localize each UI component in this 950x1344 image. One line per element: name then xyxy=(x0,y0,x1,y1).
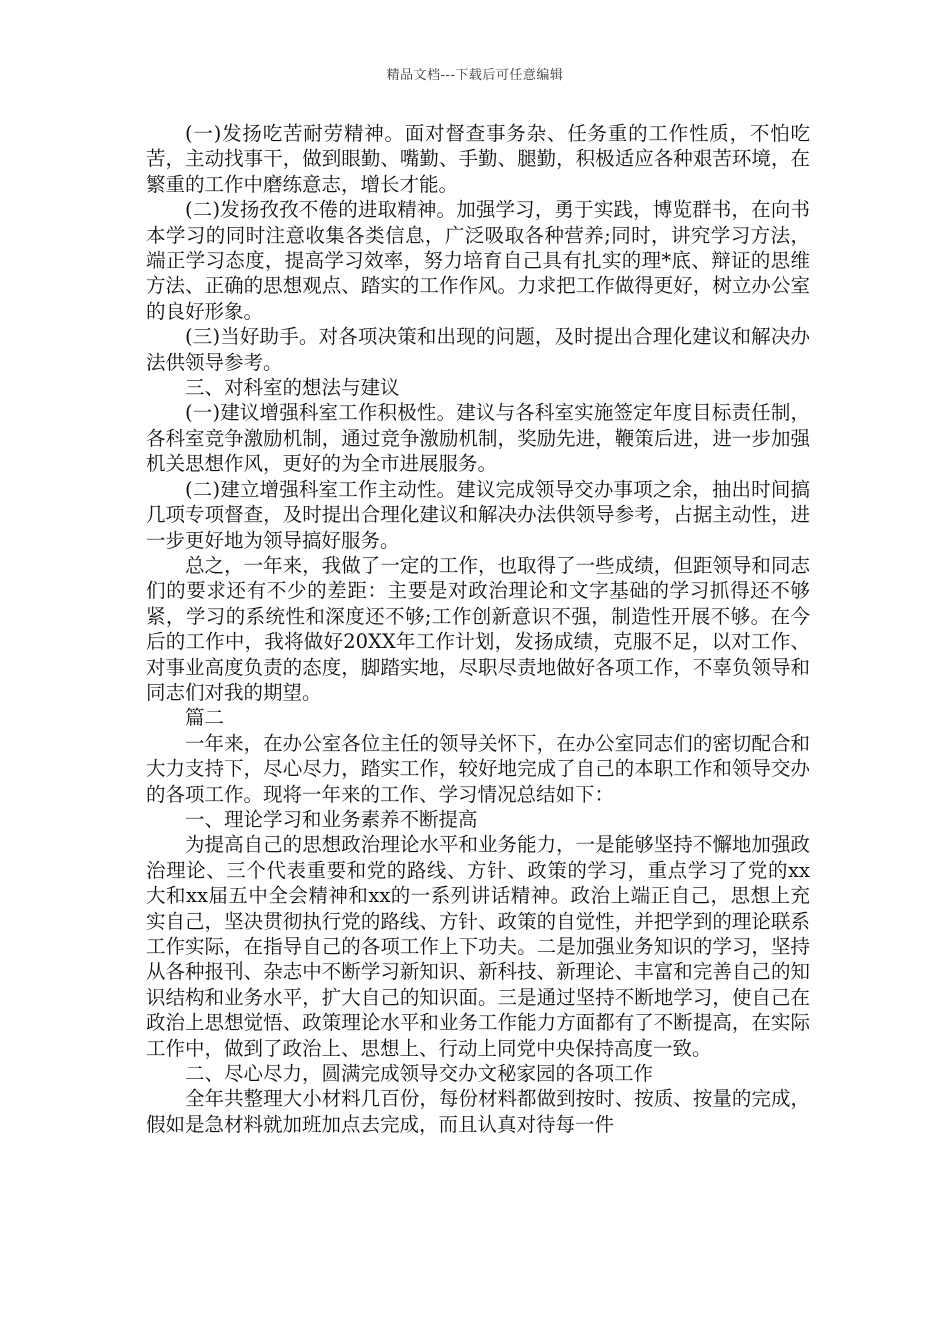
section-heading-suggestions: 三、对科室的想法与建议 xyxy=(185,376,400,400)
paragraph-theory: 为提高自己的思想政治理论水平和业务能力，一是能够坚持不懈地加强政治理论、三个代表重要和党的路线、方针、政策的学习，重点学习了党的xx大和xx届五中全会精神和xx的一系列讲话精神。政治上端正自己，思想上充实自己，坚决贯彻执行党的路线、方针、政策的自觉性，并把学到的理论联系工作实际，在指导自己的各项工作上下功夫。二是加强业务知识的学习，坚持从各种报刊、杂志中不断学习新知识、新科技、新理论、丰富和完善自己的知识结构和业务水平，扩大自己的知识面。三是通过坚持不断地学习，使自己在政治上思想觉悟、政策理论水平和业务工作能力方面都有了不断提高，在实际工作中，做到了政治上、思想上、行动上同党中央保持高度一致。 xyxy=(146,833,810,1060)
document-body xyxy=(146,121,810,1137)
section-heading-tasks: 二、尽心尽力，圆满完成领导交办文秘家园的各项工作 xyxy=(185,1062,654,1086)
page-header: 精品文档---下载后可任意编辑 xyxy=(386,68,564,83)
paragraph-suggestion-2: (二)建立增强科室工作主动性。建议完成领导交办事项之余，抽出时间搞几项专项督查，及时提出合理化建议和解决办法供领导参考，占据主动性，进一步更好地为领导搞好服务。 xyxy=(146,477,810,552)
paragraph-conclusion: 总之，一年来，我做了一定的工作，也取得了一些成绩，但距领导和同志们的要求还有不少的差距：主要是对政治理论和文字基础的学习抓得还不够紧，学习的系统性和深度还不够;工作创新意识不强，制造性开展不够。在今后的工作中，我将做好20XX年工作计划，发扬成绩，克服不足，以对工作、对事业高度负责的态度，脚踏实地，尽职尽责地做好各项工作，不辜负领导和同志们对我的期望。 xyxy=(146,553,810,704)
section-heading-part-two: 篇二 xyxy=(185,706,225,730)
paragraph-materials: 全年共整理大小材料几百份，每份材料都做到按时、按质、按量的完成，假如是急材料就加班加点去完成，而且认真对待每一件 xyxy=(146,1087,810,1136)
section-heading-theory: 一、理论学习和业务素养不断提高 xyxy=(185,807,478,831)
paragraph-suggestion-1: (一)建议增强科室工作积极性。建议与各科室实施签定年度目标责任制，各科室竞争激励机制，通过竞争激励机制，奖励先进，鞭策后进，进一步加强机关思想作风，更好的为全市进展服务。 xyxy=(146,401,810,476)
paragraph-spirit-hardwork: (一)发扬吃苦耐劳精神。面对督查事务杂、任务重的工作性质，不怕吃苦，主动找事干，做到眼勤、嘴勤、手勤、腿勤，积极适应各种艰苦环境，在繁重的工作中磨练意志，增长才能。 xyxy=(146,122,810,196)
paragraph-assistant: (三)当好助手。对各项决策和出现的问题，及时提出合理化建议和解决办法供领导参考。 xyxy=(146,325,810,374)
paragraph-spirit-learning: (二)发扬孜孜不倦的进取精神。加强学习，勇于实践，博览群书，在向书本学习的同时注意收集各类信息，广泛吸取各种营养;同时，讲究学习方法，端正学习态度，提高学习效率，努力培育自己具有扎实的理*底、辩证的思维方法、正确的思想观点、踏实的工作作风。力求把工作做得更好，树立办公室的良好形象。 xyxy=(146,198,810,323)
paragraph-intro: 一年来，在办公室各位主任的领导关怀下，在办公室同志们的密切配合和大力支持下，尽心尽力，踏实工作，较好地完成了自己的本职工作和领导交办的各项工作。现将一年来的工作、学习情况总结如下： xyxy=(146,731,810,806)
